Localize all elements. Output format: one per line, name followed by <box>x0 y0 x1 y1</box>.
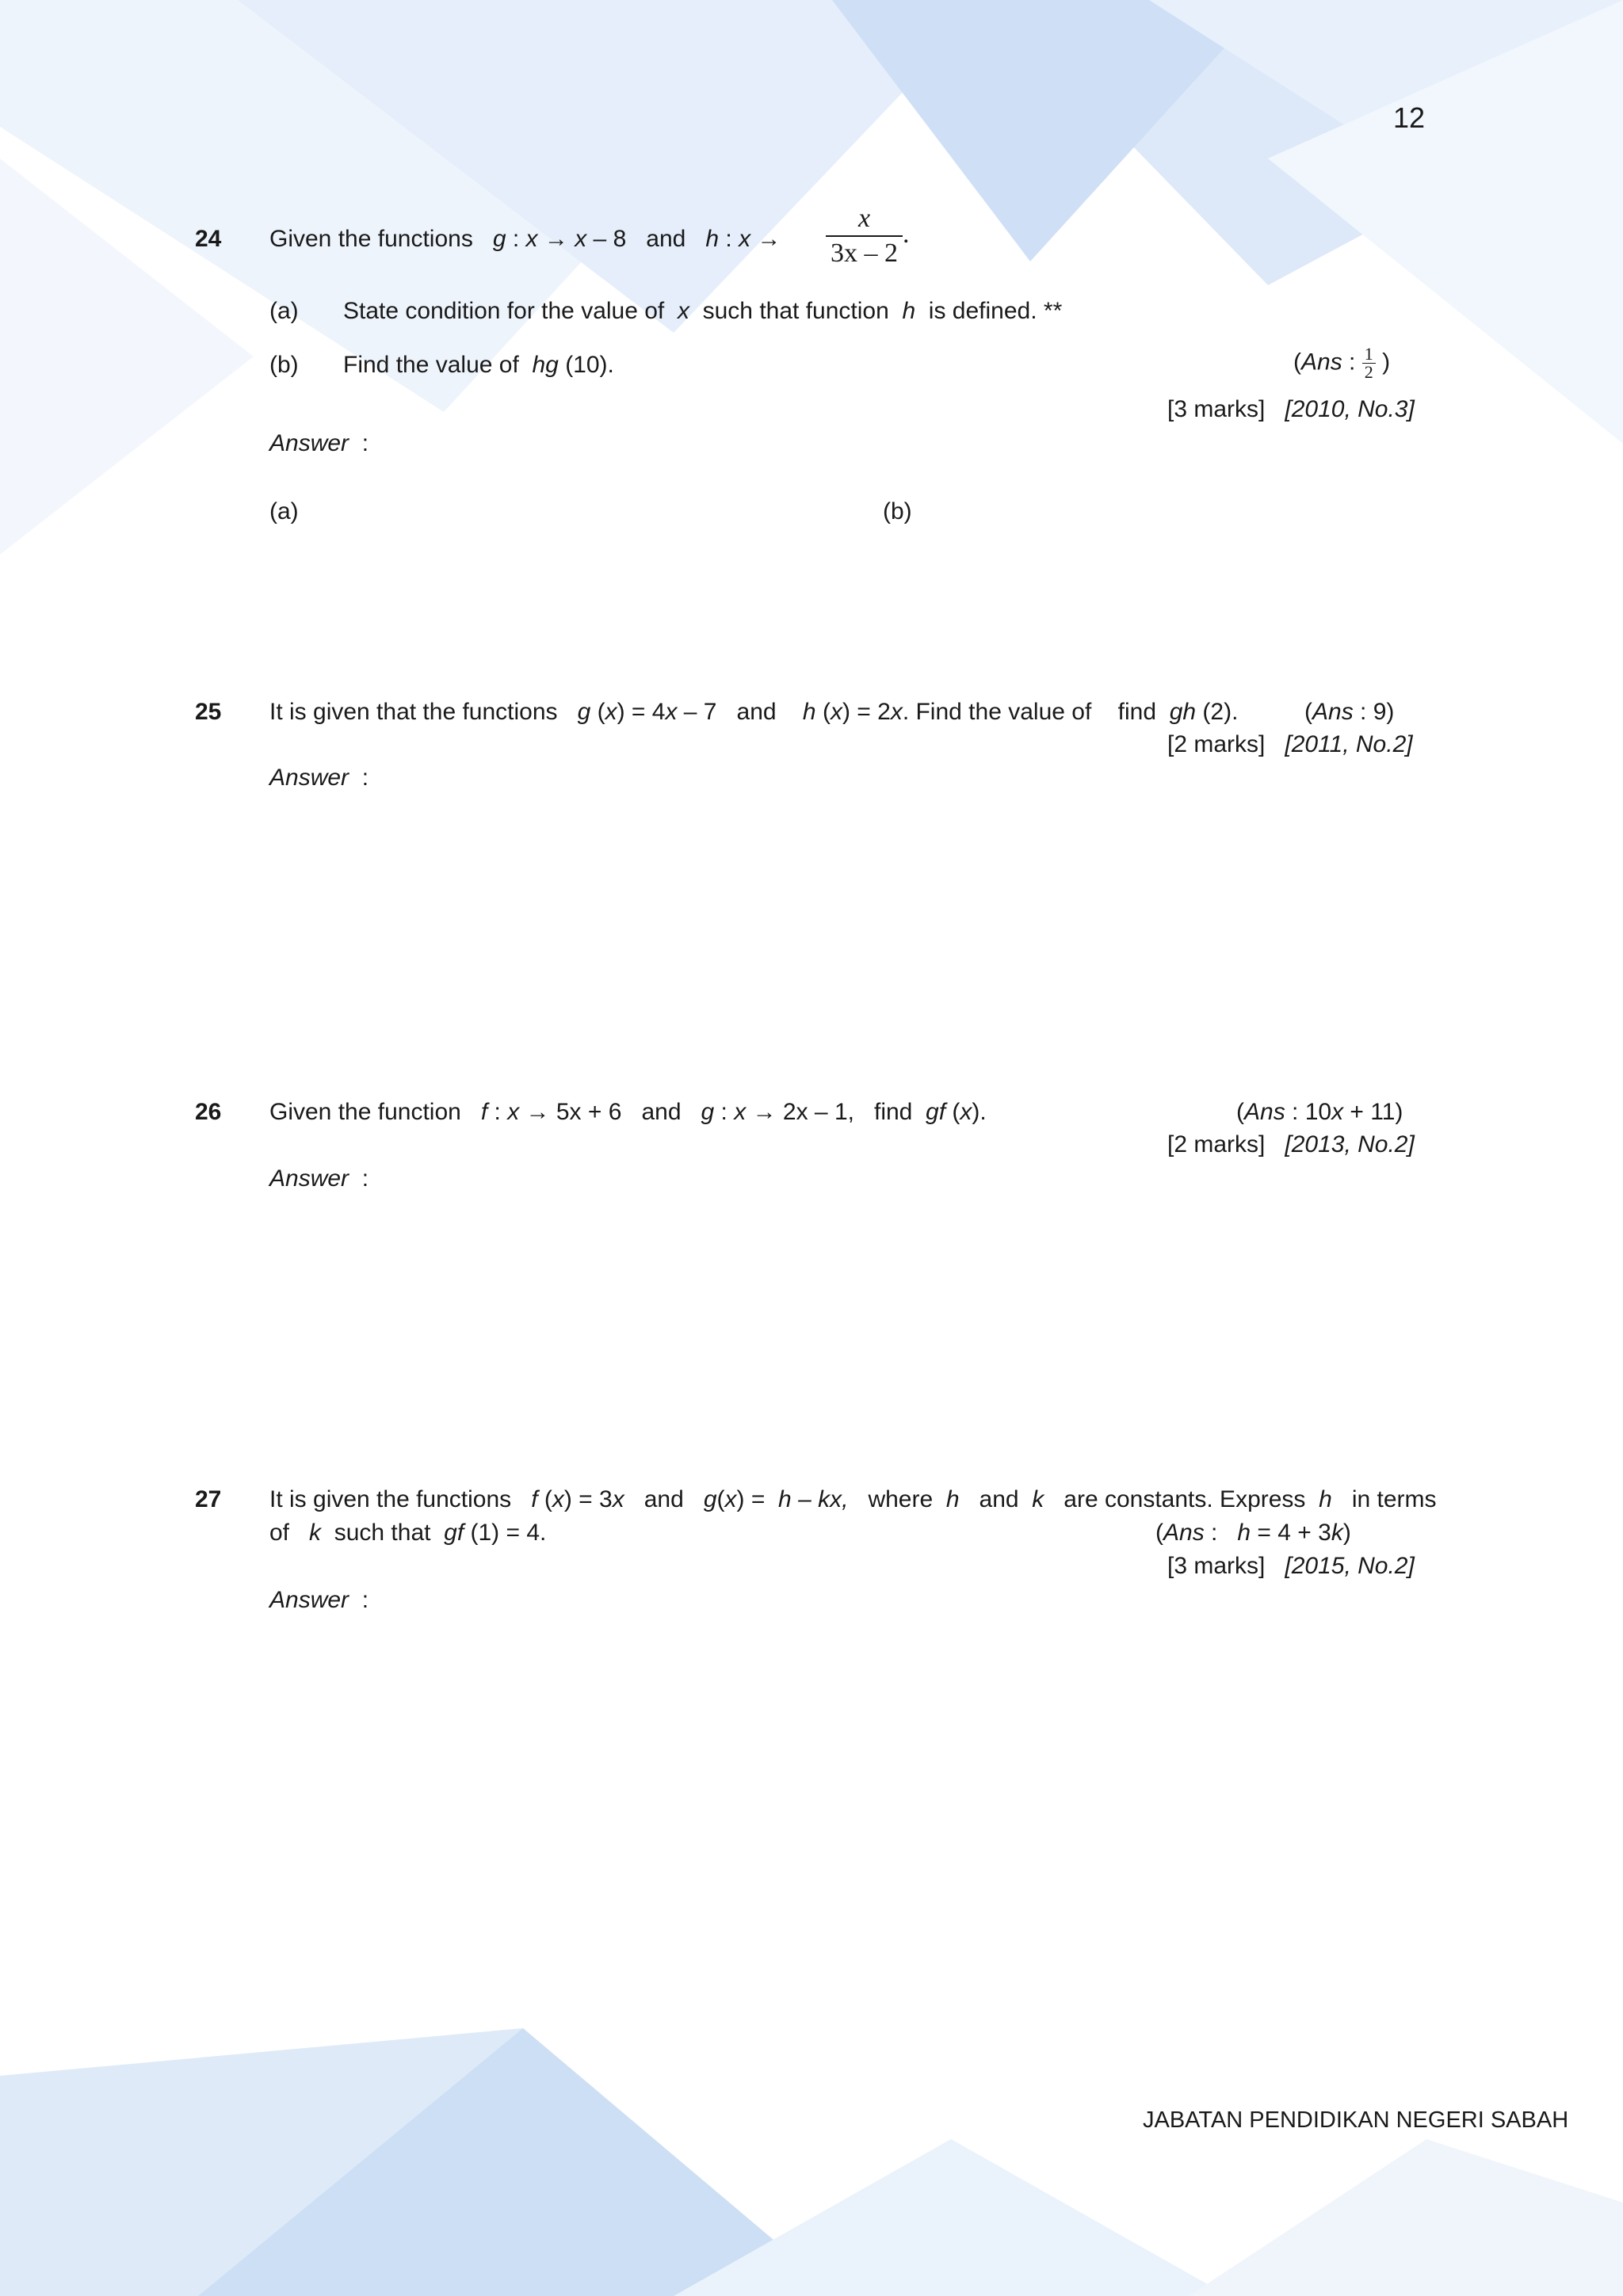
answer-hint: (Ans : $\frac{1}{2}$ ) <box>1293 344 1391 382</box>
marks: [3 marks] [2015, No.2] <box>1167 1553 1415 1579</box>
question-number: 25 <box>195 699 222 725</box>
part-b-text: Find the value of hg (10). <box>343 352 614 378</box>
part-a-text: State condition for the value of x such that function h is defined. ** <box>343 298 1063 324</box>
answer-hint: (Ans : 10x + 11) <box>1236 1099 1403 1125</box>
answer-label: Answer : <box>269 430 369 456</box>
question-number: 27 <box>195 1486 222 1512</box>
question-number: 26 <box>195 1099 222 1125</box>
question-stem: Given the function f : x → 5x + 6 and g : x → 2x – 1, find gf (x). <box>269 1099 987 1125</box>
question-number: 24 <box>195 226 222 252</box>
question-stem: Given the functions g : x → x – 8 and h : x → <box>269 226 781 252</box>
question-stem: It is given that the functions g (x) = 4x – 7 and h (x) = 2x. Find the value of find gh (2). <box>269 699 1239 725</box>
marks: [3 marks] [2010, No.3] <box>1167 396 1415 422</box>
answer-label: Answer : <box>269 1165 369 1192</box>
marks: [2 marks] [2013, No.2] <box>1167 1131 1415 1158</box>
answer-hint: (Ans : 9) <box>1304 699 1395 725</box>
marks: [2 marks] [2011, No.2] <box>1167 731 1413 757</box>
question-stem-line-2: of k such that gf (1) = 4. <box>269 1520 547 1546</box>
answer-hint: (Ans : h = 4 + 3k) <box>1155 1520 1351 1546</box>
part-b-label: (b) <box>269 352 299 378</box>
answer-label: Answer : <box>269 1587 369 1613</box>
part-a-label: (a) <box>269 298 299 324</box>
page-footer: JABATAN PENDIDIKAN NEGERI SABAH <box>1143 2107 1569 2133</box>
fraction-x-over-3x-minus-2: $\frac{x}{3x - 2}$ . <box>826 202 910 270</box>
answer-space-a-label: (a) <box>269 498 299 524</box>
answer-label: Answer : <box>269 765 369 791</box>
page-number: 12 <box>1393 101 1426 134</box>
answer-space-b-label: (b) <box>883 498 912 524</box>
question-stem-line-1: It is given the functions f (x) = 3x and g(x) = h – kx, where h and k are constants. Express h in terms <box>269 1486 1437 1512</box>
